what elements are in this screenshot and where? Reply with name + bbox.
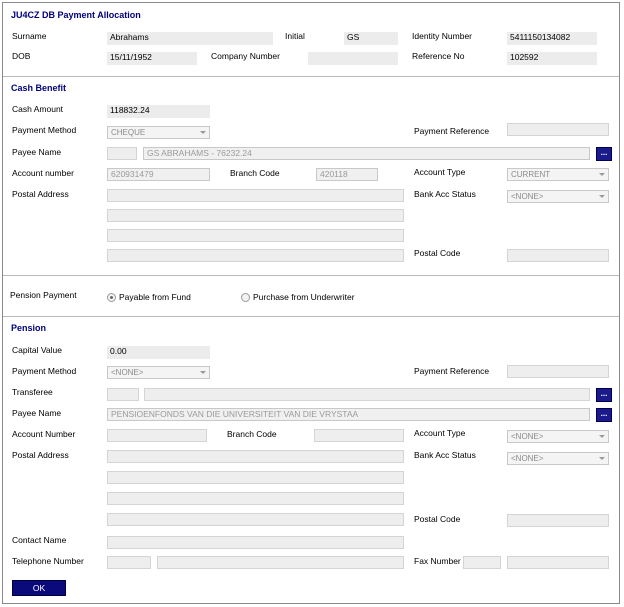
payable-from-fund-label: Payable from Fund (119, 292, 191, 302)
fax-number-field[interactable] (507, 556, 609, 569)
company-number-field[interactable] (308, 52, 398, 65)
cash-bank-acc-status-label: Bank Acc Status (414, 189, 476, 199)
contact-name-label: Contact Name (12, 535, 67, 545)
pension-bank-acc-status-value: <NONE> (511, 454, 544, 463)
cash-branch-code-field[interactable]: 420118 (316, 168, 378, 181)
chevron-down-icon (200, 131, 206, 134)
purchase-from-underwriter-radio[interactable] (241, 293, 250, 302)
pension-postal-address-line-4[interactable] (107, 513, 404, 526)
pension-account-number-label: Account Number (12, 429, 76, 439)
reference-no-label: Reference No (412, 51, 465, 61)
chevron-down-icon (200, 371, 206, 374)
cash-amount-field[interactable]: 118832.24 (107, 105, 210, 118)
payment-allocation-window (2, 2, 620, 604)
surname-label: Surname (12, 31, 47, 41)
cash-postal-address-line-2[interactable] (107, 209, 404, 222)
cash-payment-method-label: Payment Method (12, 125, 77, 135)
cash-account-type-value: CURRENT (511, 170, 551, 179)
pension-branch-code-field[interactable] (314, 429, 404, 442)
pension-payee-name-field[interactable]: PENSIOENFONDS VAN DIE UNIVERSITEIT VAN DIE VRYSTAA (107, 408, 590, 421)
cash-account-type-label: Account Type (414, 167, 466, 177)
identity-number-label: Identity Number (412, 31, 472, 41)
pension-bank-acc-status-label: Bank Acc Status (414, 450, 476, 460)
cash-payee-name-field[interactable]: GS ABRAHAMS - 76232.24 (143, 147, 590, 160)
pension-payee-name-label: Payee Name (12, 408, 62, 418)
chevron-down-icon (599, 195, 605, 198)
pension-postal-address-line-2[interactable] (107, 471, 404, 484)
payable-from-fund-radio[interactable] (107, 293, 116, 302)
pension-branch-code-label: Branch Code (227, 429, 277, 439)
pension-payment-method-value: <NONE> (111, 368, 144, 377)
dob-field[interactable]: 15/11/1952 (107, 52, 197, 65)
section-divider (3, 316, 619, 317)
pension-bank-acc-status-select[interactable] (507, 452, 609, 465)
pension-payment-method-select[interactable] (107, 366, 210, 379)
cash-postal-code-label: Postal Code (414, 248, 461, 258)
ok-button[interactable]: OK (12, 580, 66, 596)
pension-payment-reference-field[interactable] (507, 365, 609, 378)
pension-postal-address-line-3[interactable] (107, 492, 404, 505)
cash-payment-method-value: CHEQUE (111, 128, 146, 137)
capital-value-field[interactable]: 0.00 (107, 346, 210, 359)
pension-postal-address-line-1[interactable] (107, 450, 404, 463)
telephone-number-label: Telephone Number (12, 556, 84, 566)
cash-account-type-select[interactable] (507, 168, 609, 181)
surname-field[interactable]: Abrahams (107, 32, 273, 45)
chevron-down-icon (599, 173, 605, 176)
cash-payee-code-field[interactable] (107, 147, 137, 160)
cash-payment-method-select[interactable] (107, 126, 210, 139)
capital-value-label: Capital Value (12, 345, 62, 355)
initial-label: Initial (285, 31, 305, 41)
cash-payee-lookup-button[interactable]: ... (596, 147, 612, 161)
window-title: JU4CZ DB Payment Allocation (11, 10, 141, 20)
chevron-down-icon (599, 457, 605, 460)
dob-label: DOB (12, 51, 31, 61)
pension-payment-label: Pension Payment (10, 290, 77, 300)
pension-header: Pension (11, 323, 47, 333)
transferee-code-field[interactable] (107, 388, 139, 401)
reference-no-field[interactable]: 102592 (507, 52, 597, 65)
cash-postal-address-label: Postal Address (12, 189, 69, 199)
fax-number-label: Fax Number (414, 556, 461, 566)
pension-account-type-select[interactable] (507, 430, 609, 443)
cash-postal-code-field[interactable] (507, 249, 609, 262)
cash-payment-reference-field[interactable] (507, 123, 609, 136)
pension-postal-address-label: Postal Address (12, 450, 69, 460)
chevron-down-icon (599, 435, 605, 438)
pension-account-type-value: <NONE> (511, 432, 544, 441)
cash-postal-address-line-4[interactable] (107, 249, 404, 262)
identity-number-field[interactable]: 5411150134082 (507, 32, 597, 45)
transferee-lookup-button[interactable]: ... (596, 388, 612, 402)
cash-postal-address-line-1[interactable] (107, 189, 404, 202)
cash-benefit-header: Cash Benefit (11, 83, 67, 93)
pension-account-type-label: Account Type (414, 428, 466, 438)
cash-postal-address-line-3[interactable] (107, 229, 404, 242)
fax-code-field[interactable] (463, 556, 501, 569)
initial-field[interactable]: GS (344, 32, 398, 45)
cash-bank-acc-status-select[interactable] (507, 190, 609, 203)
cash-amount-label: Cash Amount (12, 104, 64, 114)
telephone-code-field[interactable] (107, 556, 151, 569)
cash-branch-code-label: Branch Code (230, 168, 280, 178)
section-divider (3, 76, 619, 77)
pension-postal-code-label: Postal Code (414, 514, 461, 524)
cash-account-number-field[interactable]: 620931479 (107, 168, 210, 181)
contact-name-field[interactable] (107, 536, 404, 549)
telephone-number-field[interactable] (157, 556, 404, 569)
company-number-label: Company Number (211, 51, 280, 61)
cash-payee-name-label: Payee Name (12, 147, 62, 157)
transferee-name-field[interactable] (144, 388, 590, 401)
pension-payee-lookup-button[interactable]: ... (596, 408, 612, 422)
cash-bank-acc-status-value: <NONE> (511, 192, 544, 201)
pension-postal-code-field[interactable] (507, 514, 609, 527)
pension-account-number-field[interactable] (107, 429, 207, 442)
transferee-label: Transferee (12, 387, 53, 397)
pension-payment-method-label: Payment Method (12, 366, 77, 376)
purchase-from-underwriter-label: Purchase from Underwriter (253, 292, 355, 302)
cash-account-number-label: Account number (12, 168, 74, 178)
section-divider (3, 275, 619, 276)
pension-payment-reference-label: Payment Reference (414, 366, 490, 376)
cash-payment-reference-label: Payment Reference (414, 126, 490, 136)
